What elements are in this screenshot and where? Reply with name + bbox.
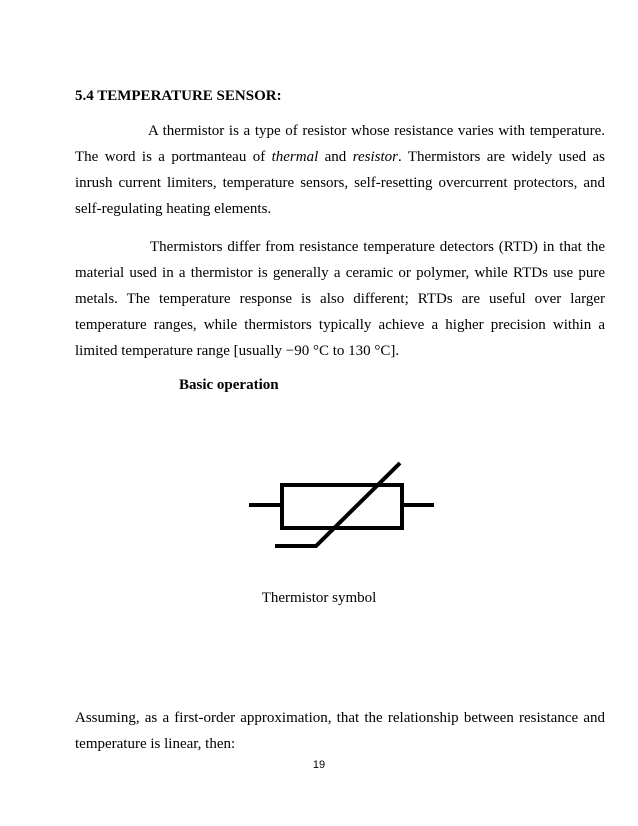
paragraph-thermistor-definition (75, 118, 605, 222)
paragraph-text: Assuming, as a first-order approximation, that the relationship between resistance and temperature is linear, then: (75, 710, 605, 752)
section-heading: 5.4 TEMPERATURE SENSOR: (75, 88, 282, 104)
thermistor-symbol-icon (245, 458, 437, 555)
paragraph-text: Thermistors differ from resistance temperature detectors (RTD) in that the material used in a thermistor is generally a ceramic or polymer, while RTDs use pure metals. The temperature response is also different; RTDs are useful over larger temperature ranges, while thermistors typically achieve a higher precision within a limited temperature range [usually −90 °C to 130 °C]. (75, 239, 605, 359)
page-number: 19 (312, 759, 326, 771)
emphasis-thermal: thermal (271, 149, 319, 165)
subsection-heading: Basic operation (179, 377, 279, 393)
paragraph-text: . Thermistors are widely used as inrush current limiters, temperature sensors, self-resetting overcurrent protectors, and self-regulating heating elements. (75, 149, 605, 217)
paragraph-text: A thermistor is a type of resistor whose resistance varies with temperature. The word is a portmanteau of (75, 123, 605, 165)
emphasis-resistor: resistor (352, 149, 398, 165)
paragraph-linear-approximation (75, 705, 605, 757)
paragraph-text: and (318, 149, 353, 165)
paragraph-thermistor-vs-rtd (75, 234, 605, 364)
figure-caption: Thermistor symbol (261, 590, 377, 606)
